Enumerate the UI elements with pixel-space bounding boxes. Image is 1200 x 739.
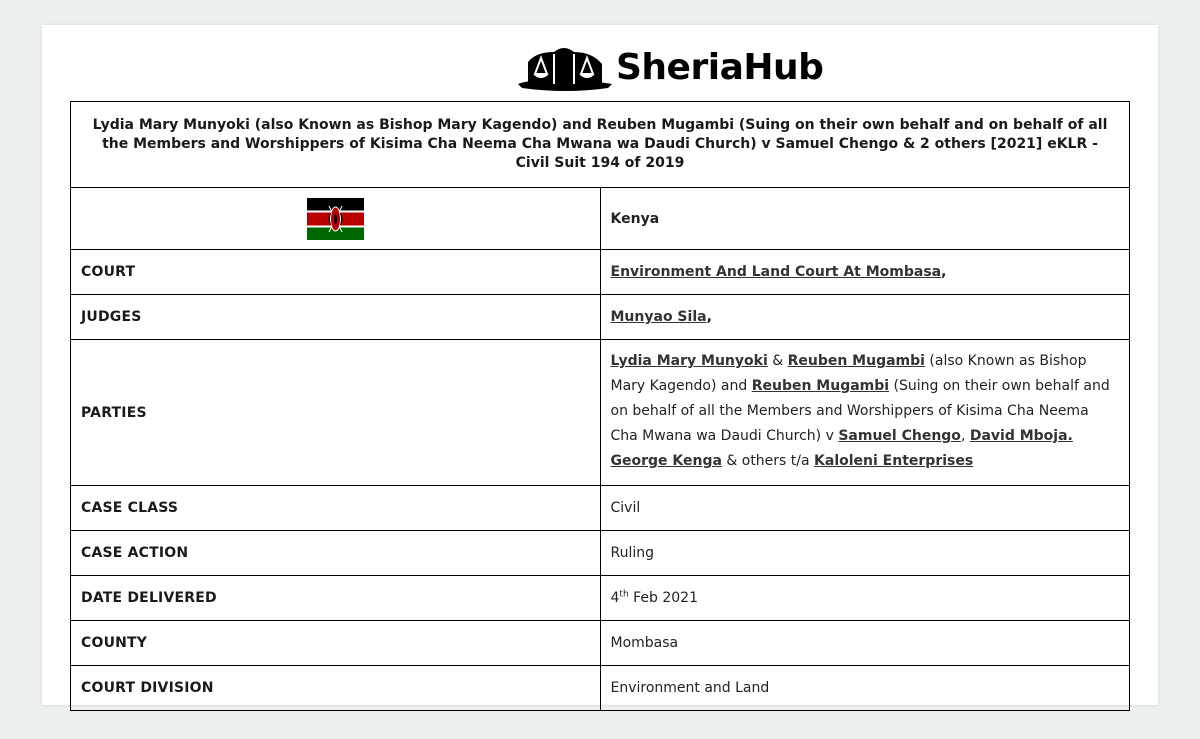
party-separator: &	[767, 353, 788, 369]
parties-row	[71, 340, 1130, 486]
parties-value	[600, 340, 1130, 486]
party-text: (Suing on their own behalf and on behalf of all the Members and Worshippers of Kisima Cha Neema Cha Mwana wa Daudi Church) v	[610, 378, 1110, 444]
judges-suffix: ,	[706, 309, 712, 325]
party-link-3[interactable]: Reuben Mugambi	[751, 378, 890, 394]
date-delivered-row	[71, 576, 1130, 621]
kenya-flag-icon	[307, 198, 364, 240]
county-row	[71, 621, 1130, 666]
court-division-row	[71, 666, 1130, 711]
case-details-table	[70, 101, 1130, 711]
court-division-label: COURT DIVISION	[71, 666, 601, 711]
title-row	[71, 102, 1130, 188]
scales-ship-icon	[516, 44, 612, 92]
county-value: Mombasa	[600, 621, 1130, 666]
county-label: COUNTY	[71, 621, 601, 666]
case-class-value: Civil	[600, 486, 1130, 531]
judges-row	[71, 295, 1130, 340]
court-label: COURT	[71, 250, 601, 295]
date-delivered-label: DATE DELIVERED	[71, 576, 601, 621]
date-delivered-value	[600, 576, 1130, 621]
country-value: Kenya	[600, 188, 1130, 250]
judges-value	[600, 295, 1130, 340]
case-action-row	[71, 531, 1130, 576]
party-link-2[interactable]: Reuben Mugambi	[787, 353, 925, 369]
court-link[interactable]: Environment And Land Court At Mombasa	[610, 264, 942, 280]
party-text: (also Known as Bishop Mary Kagendo) and	[610, 353, 1087, 394]
court-suffix: ,	[941, 264, 947, 280]
case-action-label: CASE ACTION	[71, 531, 601, 576]
flag-cell	[71, 188, 601, 250]
country-row	[71, 188, 1130, 250]
party-link-5[interactable]: David Mboja. George Kenga	[610, 428, 1073, 469]
parties-label: PARTIES	[71, 340, 601, 486]
date-ordinal: th	[619, 589, 629, 600]
case-class-row	[71, 486, 1130, 531]
party-link-4[interactable]: Samuel Chengo	[838, 428, 961, 444]
court-division-value: Environment and Land	[600, 666, 1130, 711]
party-text: & others t/a	[721, 453, 815, 469]
case-action-value: Ruling	[600, 531, 1130, 576]
judges-label: JUDGES	[71, 295, 601, 340]
sheriahub-logo[interactable]	[516, 44, 823, 92]
brand-name: SheriaHub	[616, 47, 824, 88]
party-link-6[interactable]: Kaloleni Enterprises	[814, 453, 974, 469]
case-class-label: CASE CLASS	[71, 486, 601, 531]
case-title: Lydia Mary Munyoki (also Known as Bishop Mary Kagendo) and Reuben Mugambi (Suing on their own behalf and on behalf of all the Members and Worshippers of Kisima Cha Neema Cha Mwana wa Daudi Church) v Samuel Chengo & 2 others [2021] eKLR - Civil Suit 194 of 2019	[71, 102, 1130, 188]
court-row	[71, 250, 1130, 295]
party-separator: ,	[960, 428, 970, 444]
court-value	[600, 250, 1130, 295]
party-link-1[interactable]: Lydia Mary Munyoki	[610, 353, 768, 369]
date-day: 4	[610, 590, 620, 606]
date-rest: Feb 2021	[628, 590, 698, 606]
judge-link[interactable]: Munyao Sila	[610, 309, 707, 325]
